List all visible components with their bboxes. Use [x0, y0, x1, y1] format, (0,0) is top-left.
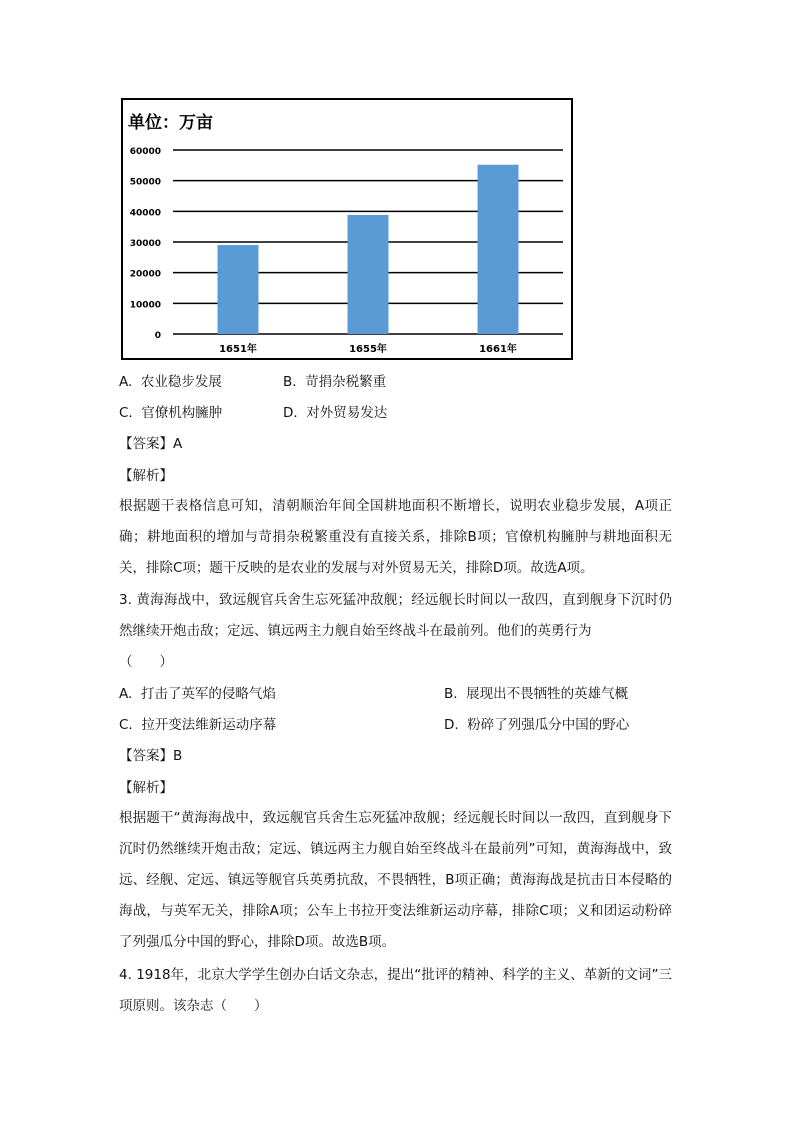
bar	[348, 215, 389, 334]
q3-stem: 3. 黄海海战中，致远舰官兵舍生忘死猛冲敌舰；经远舰长时间以一敌四，直到舰身下沉时仍然继续开炮击敌；定远、镇远两主力舰自始至终战斗在最前列。他们的英勇行为	[119, 592, 672, 639]
bar	[478, 165, 519, 334]
q3-option-b	[444, 684, 628, 704]
option-label: C.	[119, 405, 133, 421]
y-tick-label: 60000	[129, 147, 161, 157]
q3-option-a	[119, 684, 276, 704]
y-tick-label: 10000	[129, 300, 161, 311]
chart-canvas	[123, 100, 571, 358]
x-tick-label: 1655年	[349, 344, 387, 355]
q2-option-d	[283, 403, 387, 423]
option-text: 对外贸易发达	[306, 405, 388, 421]
bar	[218, 245, 259, 334]
option-label: D.	[444, 717, 459, 733]
q3-option-c	[119, 715, 276, 735]
q2-option-a	[119, 372, 222, 392]
bar-chart	[121, 98, 573, 360]
y-tick-label: 50000	[129, 177, 161, 188]
option-label: D.	[283, 405, 298, 421]
option-text: 粉碎了列强瓜分中国的野心	[467, 717, 630, 733]
q3-analysis: 根据题干“黄海海战中，致远舰官兵舍生忘死猛冲敌舰；经远舰长时间以一敌四，直到舰身下沉时仍然继续开炮击敌；定远、镇远两主力舰自始至终战斗在最前列”可知，黄海海战中，致远、经舰、定远、镇远等舰官兵英勇抗敌，不畏牺牲，B项正确；黄海海战是抗击日本侵略的海战，与英军无关，排除A项；公车上书拉开变法维新运动序幕，排除C项；义和团运动粉碎了列强瓜分中国的野心，排除D项。故选B项。	[119, 810, 672, 950]
option-text: 展现出不畏牺牲的英雄气概	[466, 686, 629, 702]
option-label: B.	[283, 374, 297, 390]
y-tick-label: 30000	[129, 239, 161, 249]
option-label: C.	[119, 717, 133, 733]
option-text: 农业稳步发展	[140, 374, 222, 390]
q3-answer: 【答案】B	[119, 748, 183, 764]
option-text: 拉开变法维新运动序幕	[141, 717, 277, 733]
q3-blank: （ ）	[119, 654, 173, 670]
y-tick-label: 40000	[129, 208, 161, 219]
q3-analysis-title: 【解析】	[119, 780, 173, 796]
q2-analysis-title: 【解析】	[119, 468, 173, 484]
option-label: A.	[119, 374, 133, 390]
q2-option-c	[119, 403, 222, 423]
q2-option-b	[283, 372, 386, 392]
x-tick-label: 1661年	[479, 344, 517, 355]
chart-title: 单位：万亩	[128, 113, 213, 133]
y-tick-label: 0	[154, 331, 161, 341]
q4-stem: 4. 1918年，北京大学学生创办白话文杂志，提出“批评的精神、科学的主义、革新的文词”三项原则。该杂志（ ）	[119, 967, 672, 1014]
option-text: 苛捐杂税繁重	[305, 374, 387, 390]
option-label: B.	[444, 686, 458, 702]
q2-answer: 【答案】A	[119, 436, 183, 452]
option-text: 打击了英军的侵略气焰	[140, 686, 276, 702]
y-tick-label: 20000	[129, 269, 161, 280]
q2-analysis: 根据题干表格信息可知，清朝顺治年间全国耕地面积不断增长，说明农业稳步发展，A项正确；耕地面积的增加与苛捐杂税繁重没有直接关系，排除B项；官僚机构臃肿与耕地面积无关，排除C项；题干反映的是农业的发展与对外贸易无关，排除D项。故选A项。	[119, 498, 672, 576]
option-text: 官僚机构臃肿	[141, 405, 223, 421]
q3-option-d	[444, 715, 629, 735]
x-tick-label: 1651年	[219, 344, 257, 355]
option-label: A.	[119, 686, 133, 702]
